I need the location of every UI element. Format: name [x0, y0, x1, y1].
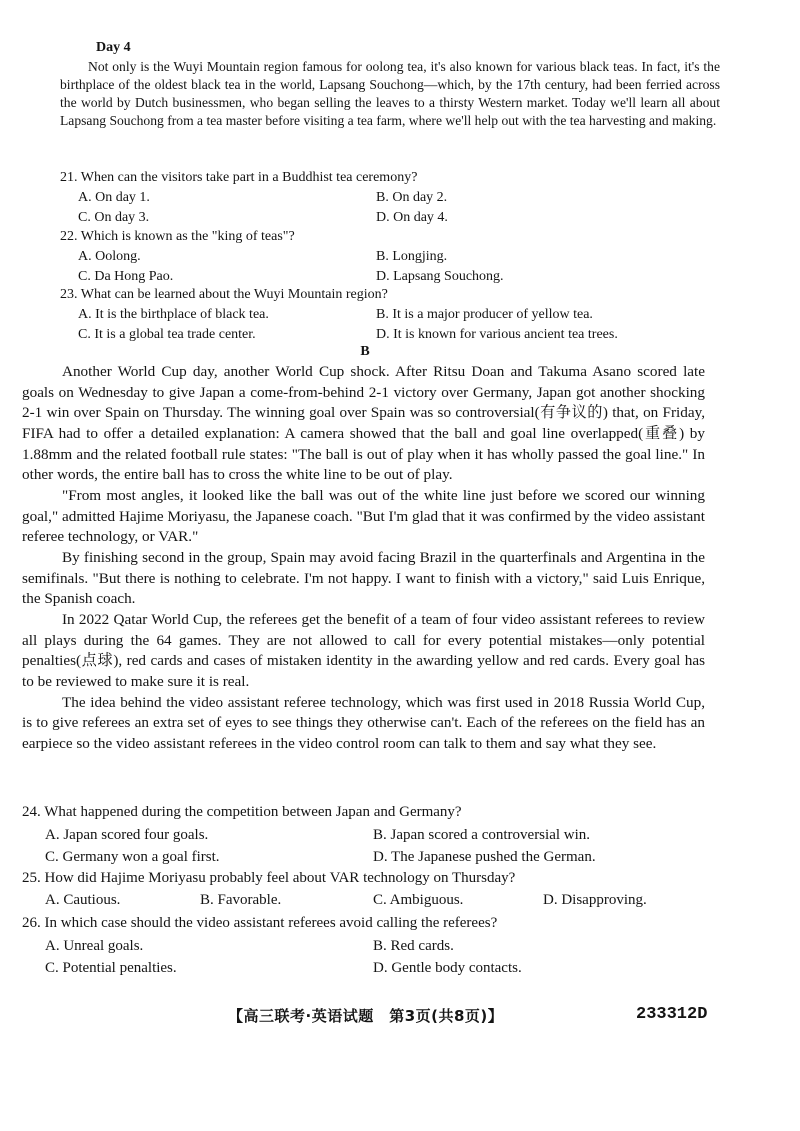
day4-heading: Day 4 — [96, 40, 131, 55]
option-c: C. Potential penalties. — [45, 960, 177, 976]
option-a: A. Japan scored four goals. — [45, 827, 209, 843]
passage-paragraph-5: The idea behind the video assistant referee technology, which was first used in 2018 Russia World Cup, is to give referees an extra set of eyes to see things they otherwise can't. Each of the referees on the field has an earpiece so the video assistant referees in the video control room can talk to them and say what they see. — [22, 693, 705, 752]
option-c: C. On day 3. — [78, 210, 150, 225]
option-a: A. Cautious. — [45, 892, 121, 908]
option-b: B. It is a major producer of yellow tea. — [376, 307, 593, 322]
option-a: A. Oolong. — [78, 249, 141, 264]
option-d: D. It is known for various ancient tea trees. — [376, 327, 618, 342]
option-b: B. Japan scored a controversial win. — [373, 827, 591, 843]
option-c: C. Da Hong Pao. — [78, 269, 174, 284]
option-c: C. Germany won a goal first. — [45, 849, 220, 865]
passage-b — [22, 362, 705, 754]
option-c: C. It is a global tea trade center. — [78, 327, 256, 342]
question-stem: 25. How did Hajime Moriyasu probably feel about VAR technology on Thursday? — [22, 870, 516, 886]
footer-code: 233312D — [636, 1005, 708, 1024]
passage-paragraph-3: By finishing second in the group, Spain may avoid facing Brazil in the quarterfinals and Argentina in the semifinals. "But there is nothing to celebrate. I'm not happy. I want to finish with a victory," said Luis Enrique, the Spanish coach. — [22, 548, 705, 608]
footer-title: 【高三联考·英语试题 第3页(共8页)】 — [228, 1007, 504, 1025]
option-a: A. On day 1. — [78, 190, 150, 205]
day4-paragraph — [60, 58, 720, 130]
option-d: D. Gentle body contacts. — [373, 960, 522, 976]
question-stem: 23. What can be learned about the Wuyi Mountain region? — [60, 287, 388, 302]
option-d: D. The Japanese pushed the German. — [373, 849, 596, 865]
passage-paragraph-4: In 2022 Qatar World Cup, the referees get the benefit of a team of four video assistant referees to review all plays during the 64 games. They are not allowed to call for every potential mistakes—only potential penalties(点球), red cards and cases of mistaken identity in the awarding yellow and red cards. Every goal has to be reviewed to make sure it is real. — [22, 610, 705, 690]
option-a: A. It is the birthplace of black tea. — [78, 307, 269, 322]
question-stem: 22. Which is known as the "king of teas"? — [60, 229, 295, 244]
option-c: C. Ambiguous. — [373, 892, 464, 908]
option-b: B. Favorable. — [200, 892, 282, 908]
section-b-letter: B — [360, 344, 370, 359]
question-stem: 24. What happened during the competition between Japan and Germany? — [22, 804, 462, 820]
option-b: B. Red cards. — [373, 938, 454, 954]
option-d: D. Disapproving. — [543, 892, 647, 908]
option-d: D. Lapsang Souchong. — [376, 269, 504, 284]
passage-paragraph-2: "From most angles, it looked like the ball was out of the white line just before we scored our winning goal," admitted Hajime Moriyasu, the Japanese coach. "But I'm glad that it was confirmed by the video assistant referee technology, or VAR." — [22, 486, 705, 546]
option-b: B. Longjing. — [376, 249, 448, 264]
option-a: A. Unreal goals. — [45, 938, 144, 954]
question-stem: 26. In which case should the video assistant referees avoid calling the referees? — [22, 915, 498, 931]
option-d: D. On day 4. — [376, 210, 448, 225]
option-b: B. On day 2. — [376, 190, 448, 205]
passage-paragraph-1: Another World Cup day, another World Cup shock. After Ritsu Doan and Takuma Asano scored late goals on Wednesday to give Japan a come-from-behind 2-1 victory over Germany, Japan got another shocking 2-1 win over Spain on Thursday. The winning goal over Spain was so controversial(有争议的) that, on Friday, FIFA had to offer a detailed explanation: A camera showed that the ball and goal line overlapped(重叠) by 1.88mm and the related football rule states: "The ball is out of play when it has wholly passed the goal line." In other words, the entire ball has to cross the white line to be out of play. — [22, 363, 705, 484]
day4-text: Not only is the Wuyi Mountain region famous for oolong tea, it's also known for various black teas. In fact, it's the birthplace of the oldest black tea in the world, Lapsang Souchong—which, by the 17th century, had been ferried across the world by Dutch businessmen, who began selling the leaves to a thirsty Western market. Today we'll learn all about Lapsang Souchong from a tea master before visiting a tea farm, where we'll help out with the tea harvesting and making. — [60, 59, 720, 129]
question-stem: 21. When can the visitors take part in a Buddhist tea ceremony? — [60, 170, 418, 185]
